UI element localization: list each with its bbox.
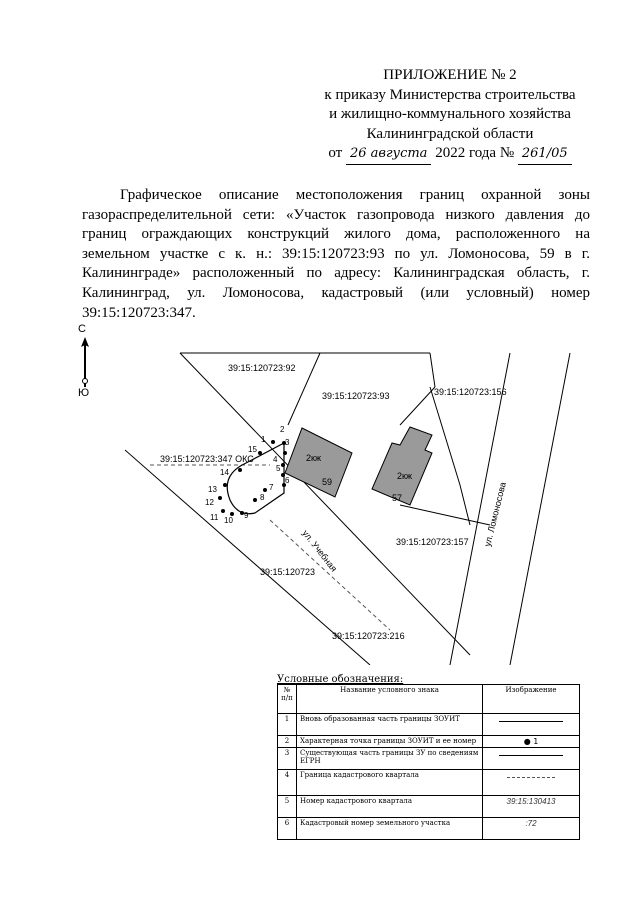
label-parcel-157: 39:15:120723:157 — [396, 537, 469, 547]
point-label-15: 15 — [248, 445, 257, 454]
legend-title: Условные обозначения: — [277, 674, 404, 685]
point-label-12: 12 — [205, 498, 214, 507]
building-a-type: 2кж — [306, 453, 321, 463]
site-plan-svg — [70, 325, 600, 665]
legend-sample-existing-boundary — [483, 748, 580, 770]
legend-row — [278, 748, 580, 770]
legend-row-name: Граница кадастрового квартала — [297, 770, 483, 796]
legend-sample-quarter-boundary — [483, 770, 580, 796]
legend-row — [278, 770, 580, 796]
point-label-9: 9 — [244, 511, 249, 520]
legend-row-name: Характерная точка границы ЗОУИТ и ее номер — [297, 736, 483, 748]
point-label-10: 10 — [224, 516, 233, 525]
legend-row-number: 1 — [278, 714, 297, 736]
label-parcel-216: 39:15:120723:216 — [332, 631, 405, 641]
point-label-1: 1 — [261, 435, 266, 444]
legend-row — [278, 818, 580, 840]
point-label-13: 13 — [208, 485, 217, 494]
annex-ministry-line: и жилищно-коммунального хозяйства — [329, 106, 571, 122]
legend-row — [278, 714, 580, 736]
legend-row-name: Существующая часть границы ЗУ по сведениям ЕГРН — [297, 748, 483, 770]
description-paragraph: Графическое описание местоположения границ охранной зоны газораспределительной сети: «Участок газопровода низкого давления до границ ограждающих конструкций жилого дома, расположенного на земельном участке с к. н.: 39:15:120723:93 по ул. Ломоносова, 59 в г. Калининграде» расположенный по адресу: Калининградская область, г. Калининград, ул. Ломоносова, кадастровый (или условный) номер 39:15:120723:347. — [82, 187, 590, 321]
point-label-11: 11 — [210, 513, 219, 522]
street-lomonosova: ул. Ломоносова — [482, 481, 508, 548]
legend-header-row — [278, 685, 580, 714]
street-uchebnaya: ул. Учебная — [300, 528, 340, 574]
point-label-6: 6 — [285, 476, 290, 485]
label-parcel-156: 39:15:120723:156 — [434, 387, 507, 397]
annex-region-line: Калининградской области — [366, 125, 534, 142]
legend-row-name: Номер кадастрового квартала — [297, 796, 483, 818]
point-label-7: 7 — [269, 483, 274, 492]
label-parcel-347: 39:15:120723:347 ОКС — [160, 454, 254, 464]
annex-header — [300, 66, 600, 165]
point-label-5: 5 — [276, 464, 281, 473]
compass-north-label: С — [78, 323, 86, 335]
legend-col-no: № п/п — [278, 685, 297, 714]
legend-row-number: 2 — [278, 736, 297, 748]
point-label-14: 14 — [220, 468, 229, 477]
legend-sample-parcel-number: :72 — [483, 818, 580, 840]
label-parcel-93: 39:15:120723:93 — [322, 391, 390, 401]
legend-sample-point: ● 1 — [483, 736, 580, 748]
legend-row-number: 6 — [278, 818, 297, 840]
point-label-8: 8 — [260, 493, 265, 502]
legend-col-image: Изображение — [483, 685, 580, 714]
legend-row-number: 4 — [278, 770, 297, 796]
legend-table — [277, 684, 580, 840]
legend-sample-quarter-number: 39:15:130413 — [483, 796, 580, 818]
annex-order-line: к приказу Министерства строительства — [324, 86, 576, 103]
legend-row-name: Кадастровый номер земельного участка — [297, 818, 483, 840]
label-parcel-92: 39:15:120723:92 — [228, 363, 296, 373]
building-a-number: 59 — [322, 477, 333, 487]
building-b-number: 57 — [392, 493, 403, 503]
legend-col-name: Название условного знака — [297, 685, 483, 714]
label-block: 39:15:120723 — [260, 567, 316, 577]
compass-south-label: Ю — [78, 387, 90, 399]
handwritten-number: 261/05 — [518, 144, 572, 165]
annex-title: ПРИЛОЖЕНИЕ № 2 — [383, 67, 517, 83]
building-b-type: 2кж — [397, 471, 412, 481]
point-label-4: 4 — [273, 455, 278, 464]
handwritten-date: 26 августа — [346, 144, 431, 165]
point-label-3: 3 — [285, 438, 290, 447]
year-text: 2022 года № — [435, 145, 515, 161]
legend-row-name: Вновь образованная часть границы ЗОУИТ — [297, 714, 483, 736]
legend-row-number: 3 — [278, 748, 297, 770]
legend-sample-new-boundary — [483, 714, 580, 736]
legend-row-number: 5 — [278, 796, 297, 818]
point-label-2: 2 — [280, 425, 285, 434]
legend-row — [278, 736, 580, 748]
annex-date-line — [300, 144, 600, 165]
legend-row — [278, 796, 580, 818]
site-plan-map — [70, 325, 600, 665]
from-prefix: от — [328, 145, 343, 161]
